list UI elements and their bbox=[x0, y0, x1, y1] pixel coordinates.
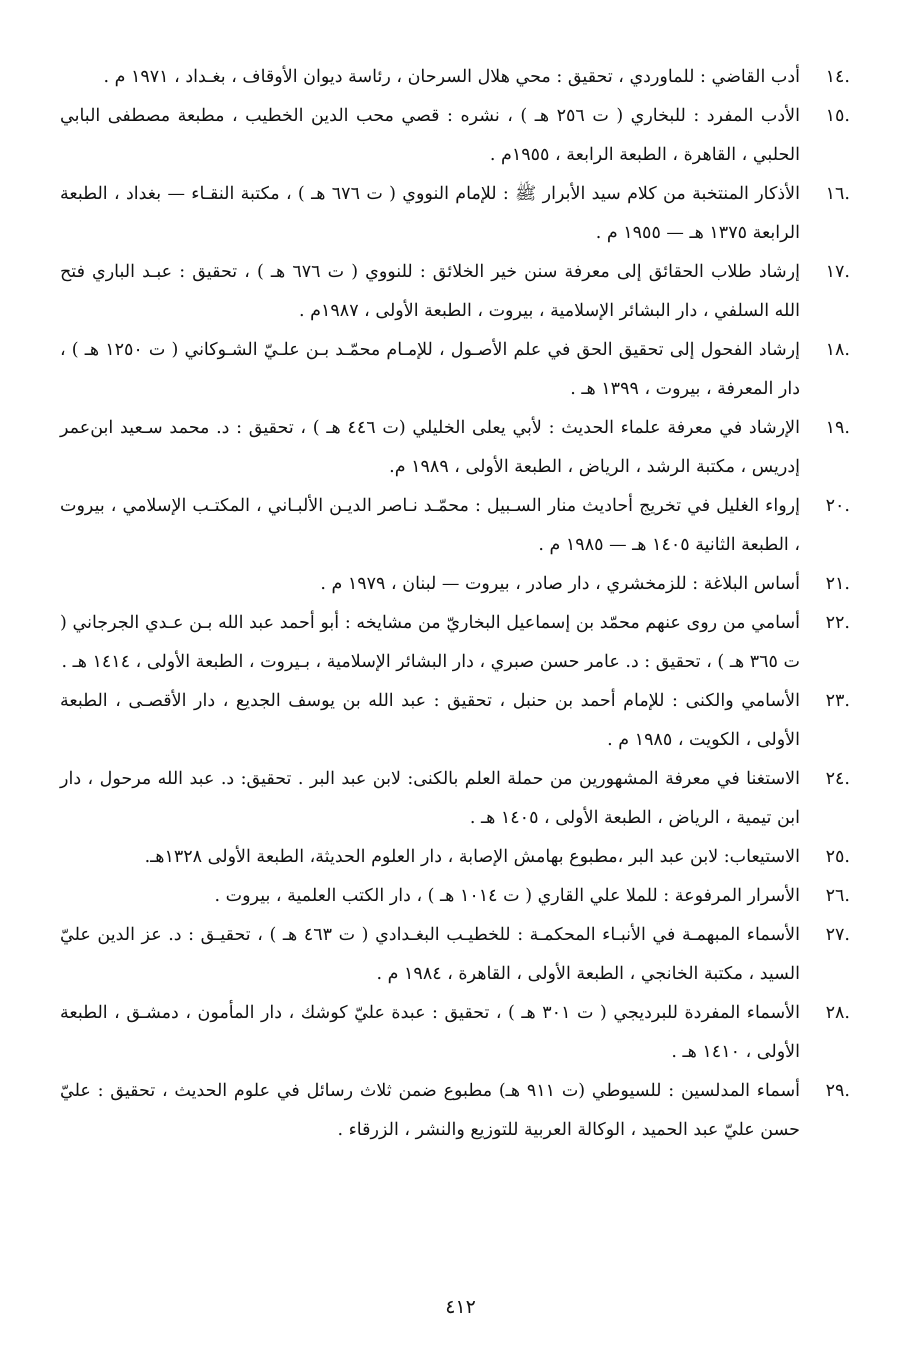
entry-number: .١٩ bbox=[825, 418, 850, 438]
entry-number: .٢١ bbox=[825, 574, 850, 594]
bibliography-entry bbox=[60, 1072, 850, 1150]
entry-number: .١٨ bbox=[825, 340, 850, 360]
bibliography-entry bbox=[60, 994, 850, 1072]
entry-text: أسامي من روى عنهم محمّد بن إسماعيل البخاريّ من مشايخه : أبو أحمد عبد الله بـن عـدي الجرجاني ( ت ٣٦٥ هـ ) ، تحقيق : د. عامر حسن صبري ، دار البشائر الإسلامية ، بـيروت ، الطبعة الأولى ، ١٤١٤ هـ . bbox=[60, 613, 800, 672]
entry-text: الاستغنا في معرفة المشهورين من حملة العلم بالكنى: لابن عبد البر . تحقيق: د. عبد الله مرحول ، دار ابن تيمية ، الرياض ، الطبعة الأولى ، ١٤٠٥ هـ . bbox=[60, 769, 800, 828]
entry-number: .٢٣ bbox=[825, 691, 850, 711]
bibliography-page bbox=[60, 58, 850, 1308]
entry-number: .٢٦ bbox=[825, 886, 850, 906]
entry-text: أسماء المدلسين : للسيوطي (ت ٩١١ هـ) مطبوع ضمن ثلاث رسائل في علوم الحديث ، تحقيق : عليّ حسن عليّ عبد الحميد ، الوكالة العربية للتوزيع والنشر ، الزرقاء . bbox=[60, 1081, 800, 1140]
bibliography-entry bbox=[60, 916, 850, 994]
entry-text: الأسماء المبهمـة في الأنبـاء المحكمـة : للخطيـب البغـدادي ( ت ٤٦٣ هـ ) ، تحقيـق : د. عز الدين عليّ السيد ، مكتبة الخانجي ، الطبعة الأولى ، القاهرة ، ١٩٨٤ م . bbox=[60, 925, 800, 984]
bibliography-entry bbox=[60, 604, 850, 682]
entry-text: الأسرار المرفوعة : للملا علي القاري ( ت ١٠١٤ هـ ) ، دار الكتب العلمية ، بيروت . bbox=[214, 886, 800, 906]
entry-text: الاستيعاب: لابن عبد البر ،مطبوع بهامش الإصابة ، دار العلوم الحديثة، الطبعة الأولى ١٣٢٨هـ. bbox=[144, 847, 800, 867]
entry-text: أساس البلاغة : للزمخشري ، دار صادر ، بيروت — لبنان ، ١٩٧٩ م . bbox=[320, 574, 800, 594]
bibliography-entry bbox=[60, 97, 850, 175]
entry-number: .٢٨ bbox=[825, 1003, 850, 1023]
entry-text: الإرشاد في معرفة علماء الحديث : لأبي يعلى الخليلي (ت ٤٤٦ هـ ) ، تحقيق : د. محمد سـعيد ابن‌عمر إدريس ، مكتبة الرشد ، الرياض ، الطبعة الأولى ، ١٩٨٩ م. bbox=[60, 418, 801, 477]
entry-text: إرشاد الفحول إلى تحقيق الحق في علم الأصـول ، للإمـام محمّـد بـن علـيّ الشـوكاني ( ت ١٢٥٠ هـ ) ، دار المعرفة ، بيروت ، ١٣٩٩ هـ . bbox=[60, 340, 800, 399]
bibliography-entry bbox=[60, 331, 850, 409]
entry-number: .٢٥ bbox=[825, 847, 850, 867]
entry-number: .٢٢ bbox=[825, 613, 850, 633]
entry-number: .٢٤ bbox=[825, 769, 850, 789]
entry-text: أدب القاضي : للماوردي ، تحقيق : محي هلال السرحان ، رئاسة ديوان الأوقاف ، بغـداد ، ١٩٧١ م . bbox=[103, 67, 800, 87]
bibliography-entry bbox=[60, 253, 850, 331]
bibliography-entry bbox=[60, 409, 850, 487]
entry-text: الأسماء المفردة للبرديجي ( ت ٣٠١ هـ ) ، تحقيق : عبدة عليّ كوشك ، دار المأمون ، دمشـق ، الطبعة الأولى ، ١٤١٠ هـ . bbox=[60, 1003, 800, 1062]
entry-text: الأسامي والكنى : للإمام أحمد بن حنبل ، تحقيق : عبد الله بن يوسف الجديع ، دار الأقصـى ، الطبعة الأولى ، الكويت ، ١٩٨٥ م . bbox=[60, 691, 800, 750]
entry-number: .٢٩ bbox=[825, 1081, 850, 1101]
bibliography-entry bbox=[60, 487, 850, 565]
entry-number: .١٦ bbox=[825, 184, 850, 204]
bibliography-entry bbox=[60, 175, 850, 253]
entry-text: إرواء الغليل في تخريج أحاديث منار السـبيل : محمّـد نـاصر الديـن الألبـاني ، المكتـب الإسلامي ، بيروت ، الطبعة الثانية ١٤٠٥ هـ — ١٩٨٥ م . bbox=[60, 496, 800, 555]
page-number: ٤١٢ bbox=[445, 1296, 476, 1318]
entry-text: الأدب المفرد : للبخاري ( ت ٢٥٦ هـ ) ، نشره : قصي محب الدين الخطيب ، مطبعة مصطفى البابي الحلبي ، القاهرة ، الطبعة الرابعة ، ١٩٥٥م . bbox=[60, 106, 800, 165]
entry-number: .١٥ bbox=[825, 106, 850, 126]
entry-text: الأذكار المنتخبة من كلام سيد الأبرار ﷺ : للإمام النووي ( ت ٦٧٦ هـ ) ، مكتبة النقـاء — بغداد ، الطبعة الرابعة ١٣٧٥ هـ — ١٩٥٥ م . bbox=[60, 184, 800, 243]
entry-number: .٢٧ bbox=[825, 925, 850, 945]
bibliography-entry bbox=[60, 877, 850, 916]
bibliography-list bbox=[60, 58, 850, 1150]
bibliography-entry bbox=[60, 58, 850, 97]
bibliography-entry bbox=[60, 760, 850, 838]
bibliography-entry bbox=[60, 838, 850, 877]
bibliography-entry bbox=[60, 565, 850, 604]
entry-number: .١٧ bbox=[825, 262, 850, 282]
entry-text: إرشاد طلاب الحقائق إلى معرفة سنن خير الخلائق : للنووي ( ت ٦٧٦ هـ ) ، تحقيق : عبـد الباري فتح الله السلفي ، دار البشائر الإسلامية ، بيروت ، الطبعة الأولى ، ١٩٨٧م . bbox=[60, 262, 800, 321]
entry-number: .١٤ bbox=[825, 67, 850, 87]
bibliography-entry bbox=[60, 682, 850, 760]
entry-number: .٢٠ bbox=[825, 496, 850, 516]
